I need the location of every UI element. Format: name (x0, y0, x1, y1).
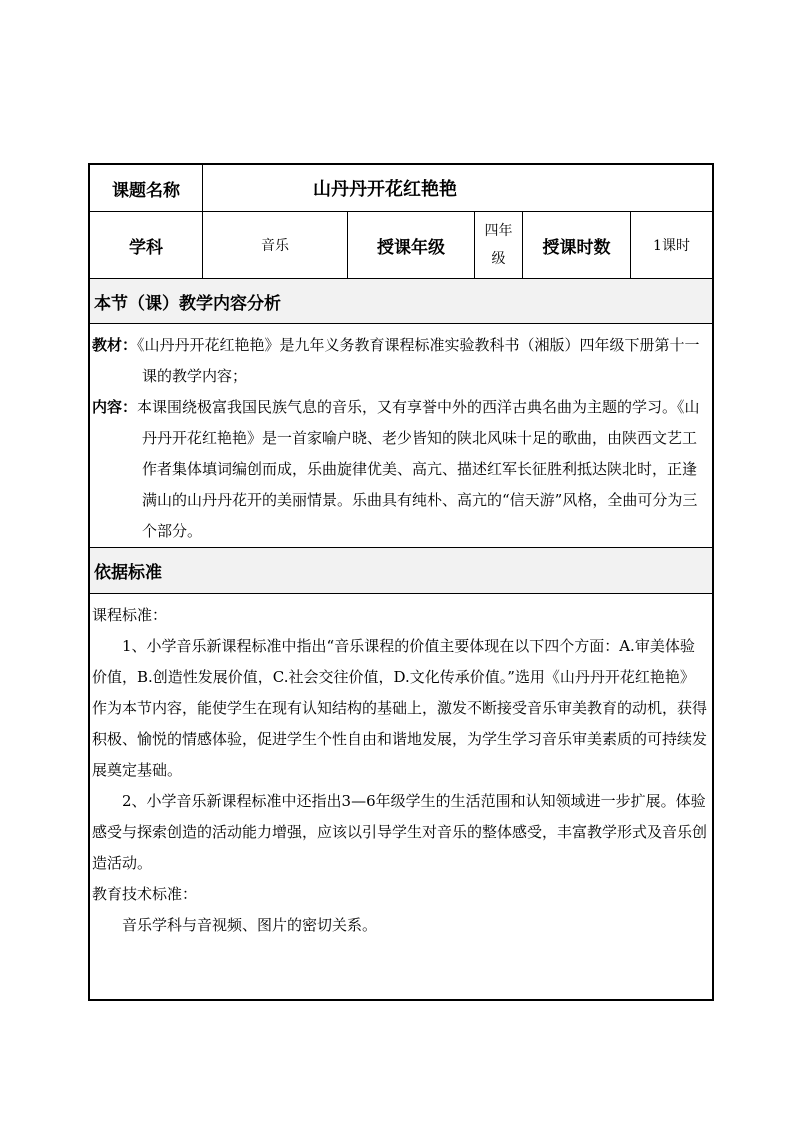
analysis-heading-row (90, 279, 712, 324)
title-row (90, 165, 712, 212)
standards-body-row (90, 594, 712, 999)
edu-tech-standard-text: 音乐学科与音视频、图片的密切关系。 (122, 916, 378, 934)
hours-value: 1课时 (630, 212, 712, 278)
standard-point-2: 2、小学音乐新课程标准中还指出3—6年级学生的生活范围和认知领域进一步扩展。体验感受与探索创造的活动能力增强，应该以引导学生对音乐的整体感受，丰富教学形式及音乐创造活动。 (92, 792, 708, 872)
curriculum-standard-label: 课程标准： (92, 606, 168, 624)
content-label: 内容： (92, 398, 138, 416)
content-paragraph (92, 392, 708, 547)
standards-body (92, 600, 708, 941)
info-row (90, 212, 712, 279)
standards-heading-row (90, 548, 712, 594)
analysis-body-row (90, 324, 712, 548)
standards-heading: 依据标准 (94, 563, 162, 583)
content-text: 本课围绕极富我国民族气息的音乐，又有享誉中外的西洋古典名曲为主题的学习。《山丹丹开花红艳艳》是一首家喻户晓、老少皆知的陕北风味十足的歌曲，由陕西文艺工作者集体填词编创而成，乐曲旋律优美、高亢、描述红军长征胜利抵达陕北时，正逢满山的山丹丹花开的美丽情景。乐曲具有纯朴、高亢的“信天游”风格，全曲可分为三个部分。 (137, 398, 700, 540)
subject-label: 学科 (129, 237, 163, 258)
grade-label: 授课年级 (347, 212, 474, 278)
course-name-label: 课题名称 (112, 180, 180, 201)
course-name-value: 山丹丹开花红艳艳 (202, 165, 712, 211)
standard-point-1: 1、小学音乐新课程标准中指出“音乐课程的价值主要体现在以下四个方面：A.审美体验价值，B.创造性发展价值，C.社会交往价值，D.文化传承价值。”选用《山丹丹开花红艳艳》作为本节内容，能使学生在现有认知结构的基础上，激发不断接受音乐审美教育的动机，获得积极、愉悦的情感体验，促进学生个性自由和谐地发展，为学生学习音乐审美素质的可持续发展奠定基础。 (92, 637, 708, 779)
material-paragraph (92, 330, 708, 392)
edu-tech-standard-label: 教育技术标准： (92, 885, 198, 903)
analysis-body (92, 330, 708, 547)
grade-value-line1: 四年 (484, 223, 513, 239)
hours-label: 授课时数 (522, 212, 630, 278)
material-text: 《山丹丹开花红艳艳》是九年义务教育课程标准实验教科书（湘版）四年级下册第十一课的教学内容； (137, 336, 700, 385)
subject-value: 音乐 (202, 212, 347, 278)
lesson-plan-table (88, 163, 714, 1001)
analysis-heading: 本节（课）教学内容分析 (94, 293, 281, 314)
grade-value (474, 212, 522, 278)
grade-value-line2: 级 (491, 251, 506, 267)
material-label: 教材： (92, 336, 138, 354)
